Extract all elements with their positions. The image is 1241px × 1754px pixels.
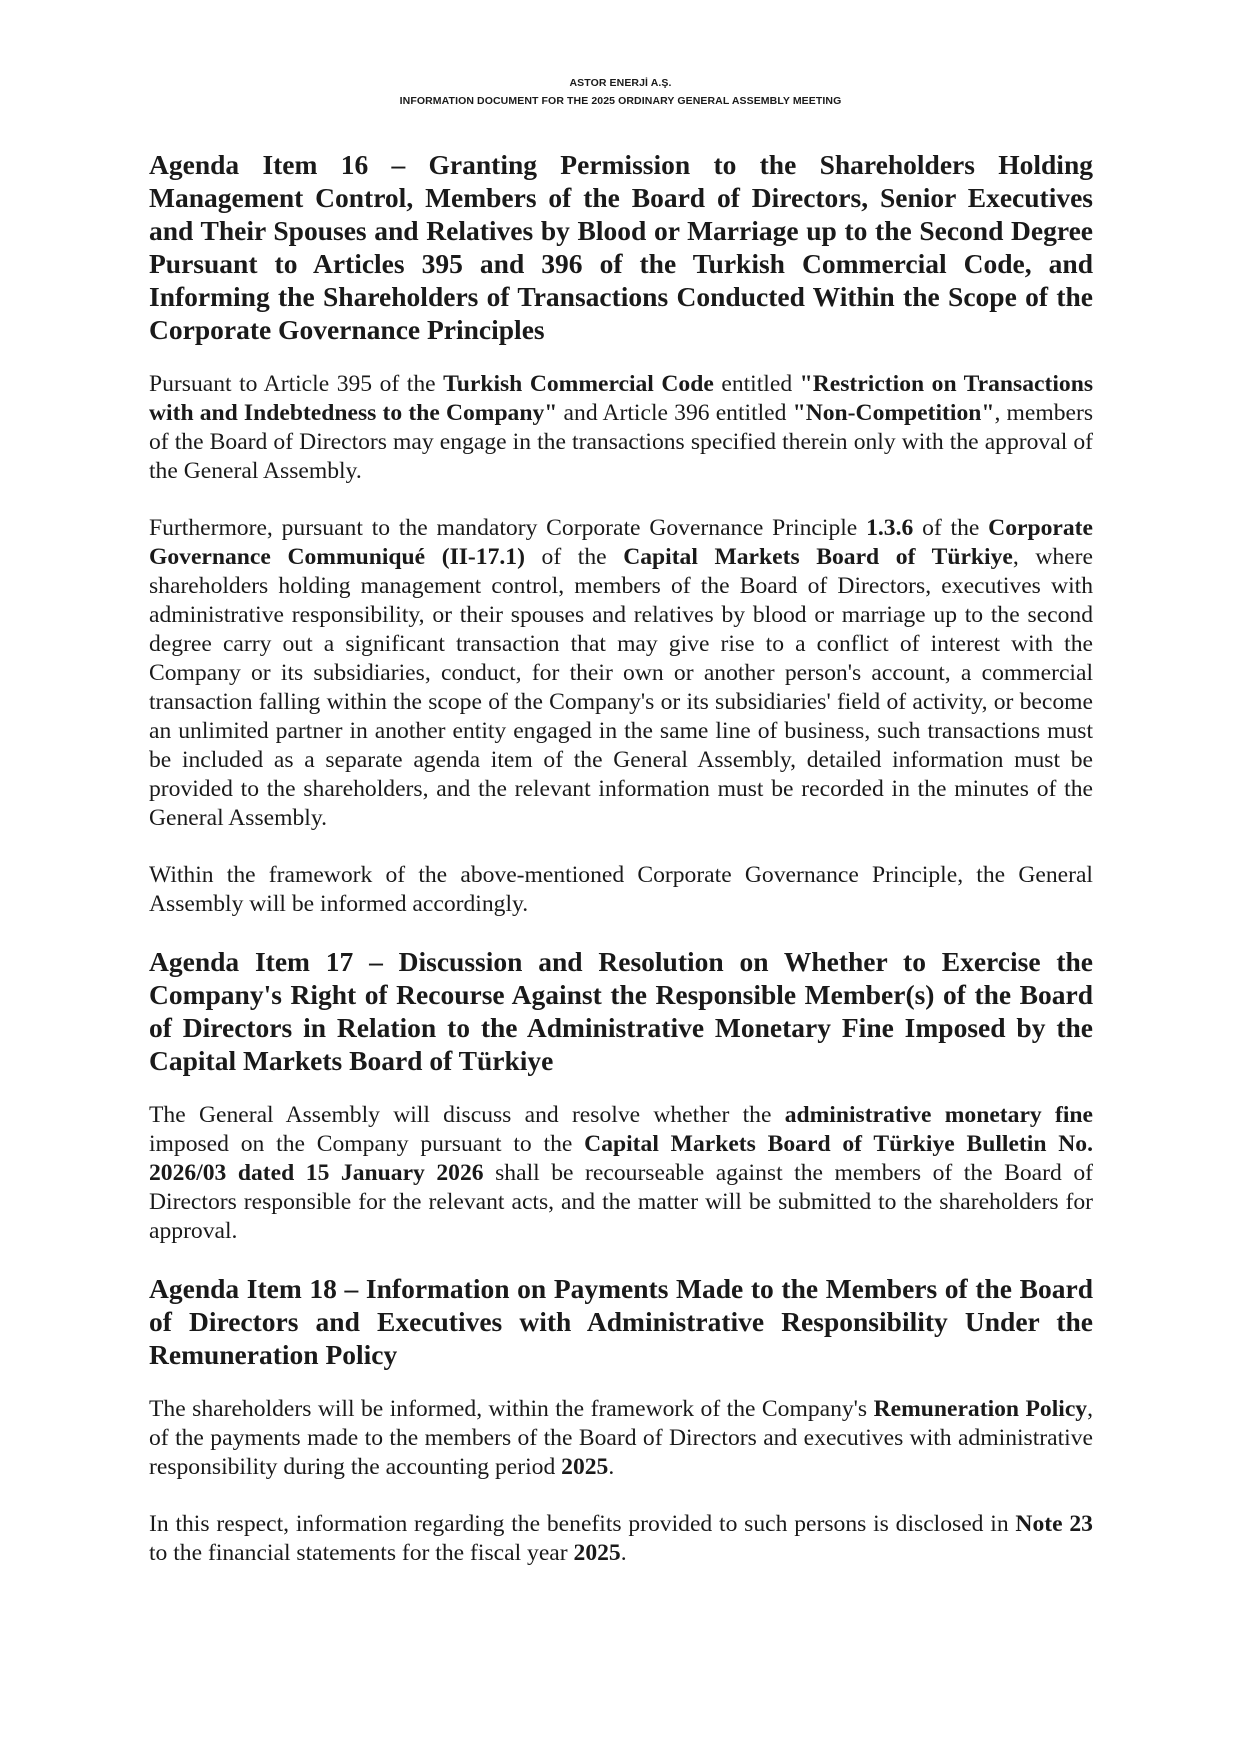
- bold-text-run: "Non-Competition": [792, 400, 995, 426]
- bold-text-run: "Restriction on Transactions with and Indebtedness to the Company": [149, 371, 1093, 426]
- document-header: [0, 74, 1241, 110]
- bold-text-run: 1.3.6: [866, 515, 914, 541]
- bold-text-run: administrative monetary fine: [784, 1102, 1094, 1128]
- bold-text-run: Remuneration Policy: [873, 1396, 1088, 1422]
- bold-text-run: 2025: [573, 1540, 621, 1566]
- bold-text-run: Corporate Governance Communiqué (II-17.1): [149, 515, 1093, 570]
- agenda-item-18-paragraph-2: [149, 1510, 1093, 1568]
- text-run: Furthermore, pursuant to the mandatory Corporate Governance Principle: [149, 515, 867, 541]
- bold-text-run: Turkish Commercial Code: [443, 371, 714, 397]
- agenda-item-16-title: Agenda Item 16 – Granting Permission to the Shareholders Holding Management Control, Members of the Board of Directors, Senior Executives and Their Spouses and Relatives by Blood or Marriage up to the Second Degree Pursuant to Articles 395 and 396 of the Turkish Commercial Code, and Informing the Shareholders of Transactions Conducted Within the Scope of the Corporate Governance Principles: [149, 149, 1093, 345]
- text-run: entitled: [713, 371, 800, 397]
- text-run: In this respect, information regarding the benefits provided to such persons is disclosed in: [149, 1511, 1016, 1537]
- text-run: , members of the Board of Directors may engage in the transactions specified therein only with the approval of the General Assembly.: [149, 400, 1094, 484]
- agenda-item-17: [149, 945, 1093, 1246]
- agenda-item-17-paragraph-1: [149, 1101, 1093, 1246]
- agenda-item-17-title: Agenda Item 17 – Discussion and Resolution on Whether to Exercise the Company's Right of Recourse Against the Responsible Member(s) of the Board of Directors in Relation to the Administrative Monetary Fine Imposed by the Capital Markets Board of Türkiye: [149, 946, 1093, 1076]
- text-run: The General Assembly will discuss and resolve whether the: [149, 1102, 785, 1128]
- text-run: shall be recourseable against the members of the Board of Directors responsible for the relevant acts, and the matter will be submitted to the shareholders for approval.: [149, 1160, 1093, 1244]
- bold-text-run: 2025: [561, 1454, 609, 1480]
- agenda-item-16: [149, 148, 1093, 919]
- company-name: ASTOR ENERJİ A.Ş.: [569, 77, 672, 89]
- text-run: Pursuant to Article 395 of the: [149, 371, 444, 397]
- document-title: INFORMATION DOCUMENT FOR THE 2025 ORDINARY GENERAL ASSEMBLY MEETING: [399, 95, 842, 107]
- text-run: of the: [913, 515, 989, 541]
- text-run: of the: [524, 544, 624, 570]
- document-body: [149, 148, 1093, 1568]
- agenda-item-18: [149, 1272, 1093, 1568]
- bold-text-run: Note 23: [1015, 1511, 1093, 1537]
- text-run: Within the framework of the above-mentioned Corporate Governance Principle, the General Assembly will be informed accordingly.: [149, 862, 1093, 917]
- text-run: to the financial statements for the fiscal year: [149, 1540, 574, 1566]
- text-run: .: [620, 1540, 627, 1566]
- bold-text-run: Capital Markets Board of Türkiye: [623, 544, 1013, 570]
- bold-text-run: Capital Markets Board of Türkiye Bulletin No. 2026/03 dated 15 January 2026: [149, 1131, 1093, 1186]
- agenda-item-16-paragraph-3: [149, 861, 1093, 919]
- agenda-item-18-paragraph-1: [149, 1395, 1093, 1482]
- text-run: imposed on the Company pursuant to the: [149, 1131, 585, 1157]
- text-run: .: [608, 1454, 615, 1480]
- agenda-item-18-title: Agenda Item 18 – Information on Payments Made to the Members of the Board of Directors and Executives with Administrative Responsibility Under the Remuneration Policy: [149, 1273, 1093, 1370]
- agenda-item-16-paragraph-1: [149, 370, 1093, 486]
- text-run: , where shareholders holding management control, members of the Board of Directors, executives with administrative responsibility, or their spouses and relatives by blood or marriage up to the second degree carry out a significant transaction that may give rise to a conflict of interest with the Company or its subsidiaries, conduct, for their own or another person's account, a commercial transaction falling within the scope of the Company's or its subsidiaries' field of activity, or become an unlimited partner in another entity engaged in the same line of business, such transactions must be included as a separate agenda item of the General Assembly, detailed information must be provided to the shareholders, and the relevant information must be recorded in the minutes of the General Assembly.: [149, 544, 1093, 831]
- text-run: and Article 396 entitled: [557, 400, 793, 426]
- agenda-item-16-paragraph-2: [149, 514, 1093, 833]
- text-run: , of the payments made to the members of the Board of Directors and executives with administrative responsibility during the accounting period: [149, 1396, 1094, 1480]
- text-run: The shareholders will be informed, within the framework of the Company's: [149, 1396, 874, 1422]
